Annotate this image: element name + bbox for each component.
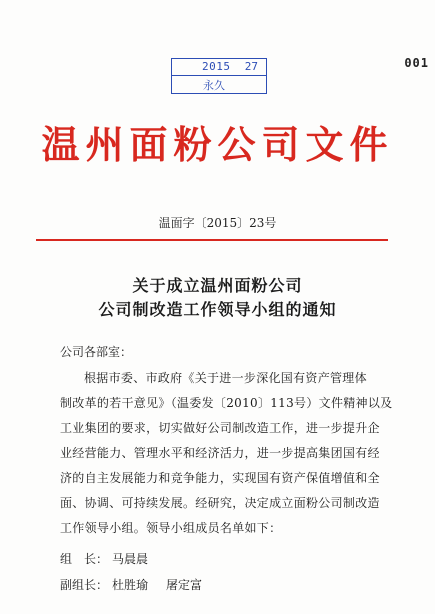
stamp-year: 2015 [202, 60, 231, 73]
deputy-name-2: 屠定富 [166, 578, 203, 592]
body-line: 面、协调、可持续发展。经研究，决定成立面粉公司制改造 [60, 496, 380, 510]
body-line: 制改革的若干意见》（温委发〔2010〕113号）文件精神以及 [60, 396, 393, 410]
body-line: 工业集团的要求，切实做好公司制改造工作，进一步提升企 [60, 421, 380, 435]
stamp-number: 27 [244, 60, 258, 73]
document-number: 温面字〔2015〕23号 [158, 216, 277, 230]
deputy-label: 副组长： [60, 578, 109, 592]
body-line: 业经营能力、管理水平和经济活力，进一步提高集团国有经 [60, 446, 380, 460]
leader-line [60, 550, 148, 567]
stamp-retention: 永久 [203, 79, 225, 92]
notice-title-line-2: 公司制改造工作领导小组的通知 [98, 300, 337, 319]
deputy-name-1: 杜胜瑜 [112, 578, 149, 592]
body-line: 根据市委、市政府《关于进一步深化国有资产管理体 [84, 371, 367, 385]
salutation: 公司各部室： [60, 345, 133, 359]
document-header-title: 温州面粉公司文件 [41, 122, 394, 167]
corner-page-number: 001 [404, 56, 429, 70]
red-separator-rule [36, 239, 388, 241]
stamp-top-row [172, 59, 266, 76]
stamp-bottom-row [172, 76, 266, 93]
body-line: 工作领导小组。领导小组成员名单如下： [60, 521, 282, 535]
archive-stamp [171, 58, 267, 94]
leader-name: 马晨晨 [112, 552, 149, 566]
notice-title-line-1: 关于成立温州面粉公司 [132, 276, 303, 295]
leader-label: 组 长： [60, 552, 109, 566]
body-line: 济的自主发展能力和竞争能力，实现国有资产保值增值和全 [60, 471, 380, 485]
deputy-leader-line [60, 576, 202, 593]
